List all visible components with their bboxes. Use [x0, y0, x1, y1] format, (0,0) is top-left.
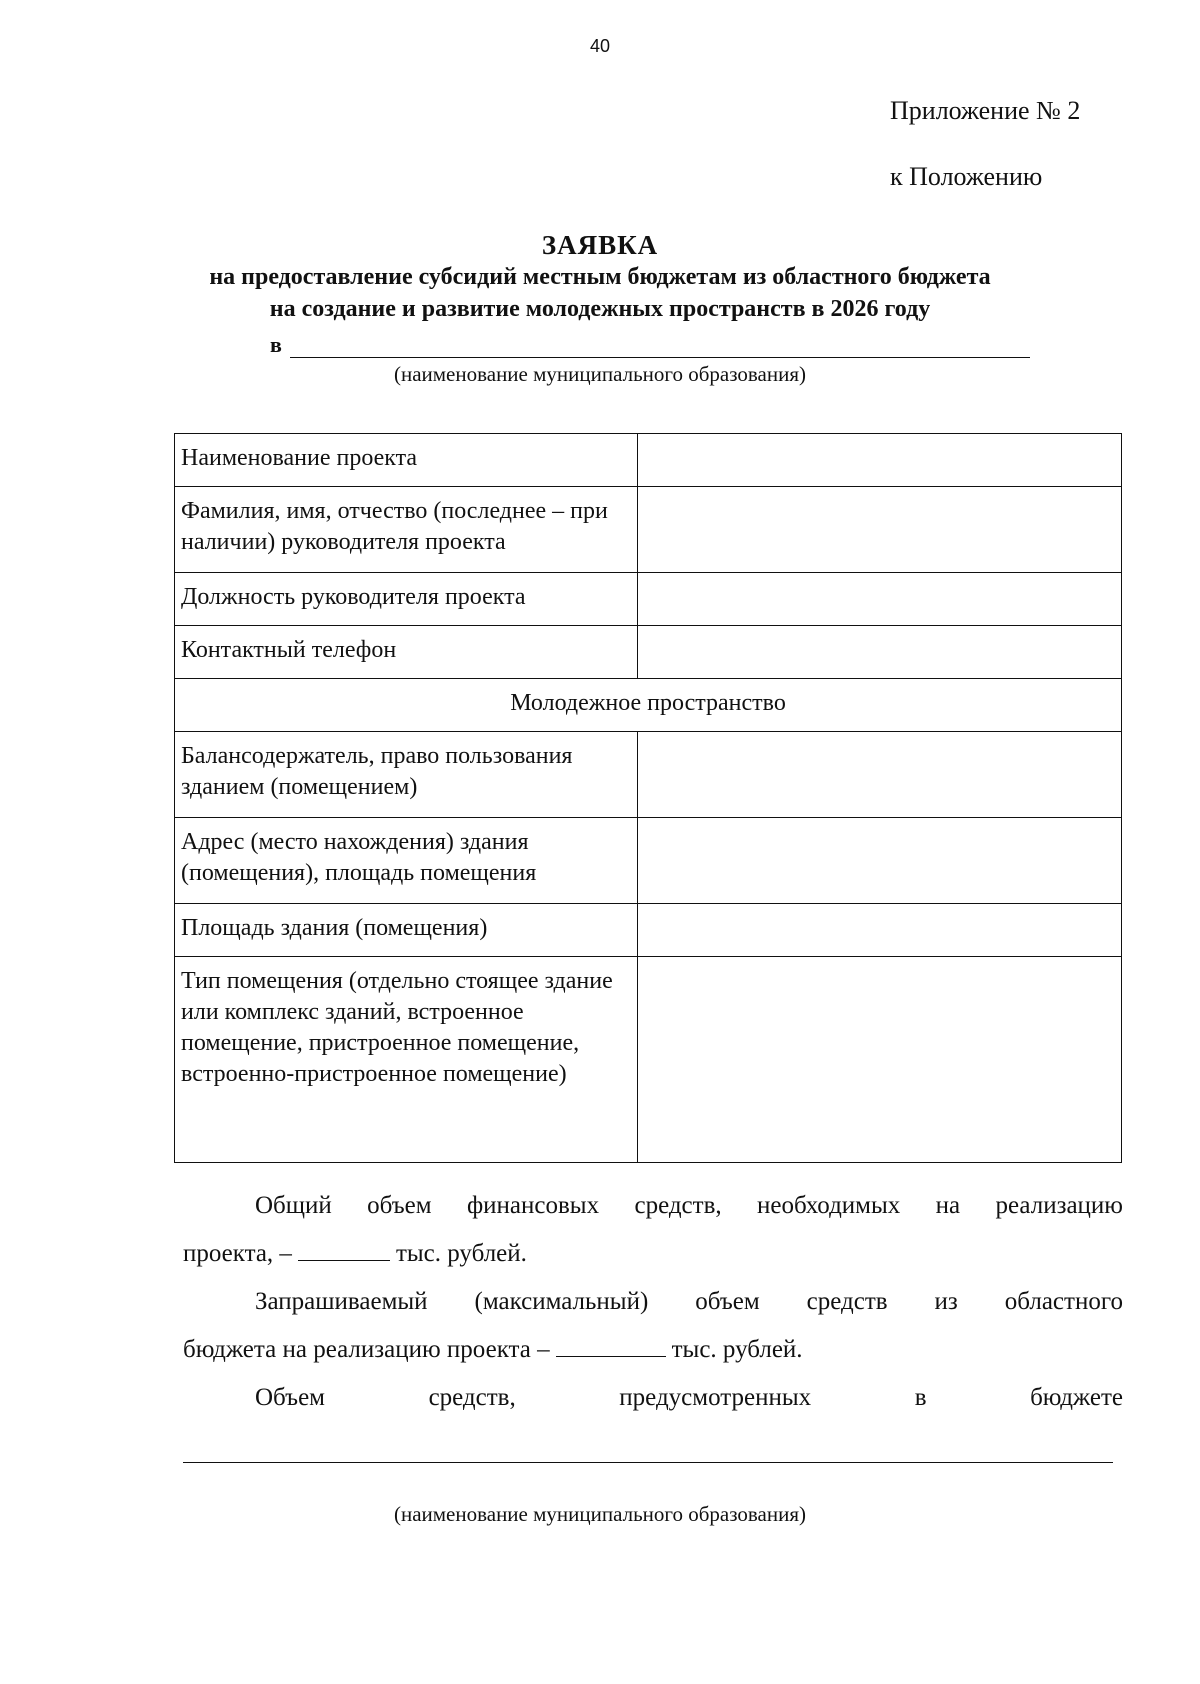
- local-budget-blank-line[interactable]: [183, 1462, 1113, 1463]
- row-label-contact-phone: Контактный телефон: [175, 626, 638, 679]
- requested-funds-paragraph-line-1: [255, 1288, 1123, 1316]
- total-funds-blank[interactable]: [298, 1240, 390, 1261]
- page-number: 40: [589, 36, 611, 56]
- row-value-project-name[interactable]: [638, 434, 1122, 487]
- municipality-prefix: в: [270, 332, 282, 357]
- word: объем: [695, 1288, 760, 1315]
- word: на: [935, 1192, 961, 1219]
- total-funds-paragraph-line-2: [183, 1240, 1123, 1268]
- row-value-manager-position[interactable]: [638, 573, 1122, 626]
- requested-funds-paragraph-line-2: [183, 1336, 1123, 1364]
- word: реализацию: [995, 1192, 1123, 1219]
- row-label-manager-position: Должность руководителя проекта: [175, 573, 638, 626]
- word: бюджете: [1030, 1384, 1123, 1411]
- table-row: [175, 818, 1122, 904]
- row-label-premises-type: Тип помещения (отдельно стоящее здание или комплекс зданий, встроенное помещение, пристроенное помещение, встроенно-пристроенное помещение): [175, 957, 638, 1163]
- table-row: [175, 957, 1122, 1163]
- word: Общий: [255, 1192, 332, 1219]
- table-row: [175, 904, 1122, 957]
- row-value-building-area[interactable]: [638, 904, 1122, 957]
- document-subtitle-line-2: на создание и развитие молодежных пространств в 2026 году: [269, 296, 931, 322]
- row-value-manager-name[interactable]: [638, 487, 1122, 573]
- word: Запрашиваемый: [255, 1288, 428, 1315]
- total-funds-unit: тыс. рублей.: [395, 1240, 527, 1267]
- municipality-caption-bottom: (наименование муниципального образования): [393, 1502, 807, 1526]
- document-title: ЗАЯВКА: [541, 230, 659, 260]
- word: средств: [806, 1288, 888, 1315]
- section-header-youth-space: Молодежное пространство: [175, 679, 1122, 732]
- table-row: [175, 732, 1122, 818]
- word: финансовых: [466, 1192, 600, 1219]
- row-value-building-address[interactable]: [638, 818, 1122, 904]
- word: предусмотренных: [619, 1384, 812, 1411]
- appendix-reference: к Положению: [890, 162, 1043, 191]
- row-value-balance-holder[interactable]: [638, 732, 1122, 818]
- document-subtitle-line-1: на предоставление субсидий местным бюджетам из областного бюджета: [209, 264, 991, 290]
- municipality-caption-top: (наименование муниципального образования): [393, 362, 807, 386]
- table-row: [175, 487, 1122, 573]
- row-value-contact-phone[interactable]: [638, 626, 1122, 679]
- word: средств,: [428, 1384, 516, 1411]
- total-funds-prefix: проекта, –: [183, 1240, 292, 1267]
- table-row: [175, 434, 1122, 487]
- table-row: [175, 626, 1122, 679]
- total-funds-paragraph-line-1: [255, 1192, 1123, 1220]
- municipality-blank-line[interactable]: [290, 357, 1030, 358]
- local-budget-paragraph-line-1: [255, 1384, 1123, 1412]
- table-section-row: [175, 679, 1122, 732]
- row-label-project-name: Наименование проекта: [175, 434, 638, 487]
- requested-funds-unit: тыс. рублей.: [671, 1336, 803, 1363]
- requested-funds-prefix: бюджета на реализацию проекта –: [183, 1336, 550, 1363]
- word: (максимальный): [474, 1288, 649, 1315]
- row-label-building-address: Адрес (место нахождения) здания (помещения), площадь помещения: [175, 818, 638, 904]
- row-label-building-area: Площадь здания (помещения): [175, 904, 638, 957]
- word: из: [934, 1288, 958, 1315]
- word: необходимых: [757, 1192, 901, 1219]
- application-form-table: [174, 433, 1122, 1163]
- table-row: [175, 573, 1122, 626]
- row-label-manager-name: Фамилия, имя, отчество (последнее – при наличии) руководителя проекта: [175, 487, 638, 573]
- word: областного: [1004, 1288, 1123, 1315]
- word: средств,: [634, 1192, 722, 1219]
- word: Объем: [255, 1384, 325, 1411]
- row-label-balance-holder: Балансодержатель, право пользования зданием (помещением): [175, 732, 638, 818]
- word: в: [914, 1384, 927, 1411]
- requested-funds-blank[interactable]: [556, 1336, 666, 1357]
- word: объем: [367, 1192, 432, 1219]
- row-value-premises-type[interactable]: [638, 957, 1122, 1163]
- appendix-number: Приложение № 2: [890, 96, 1081, 125]
